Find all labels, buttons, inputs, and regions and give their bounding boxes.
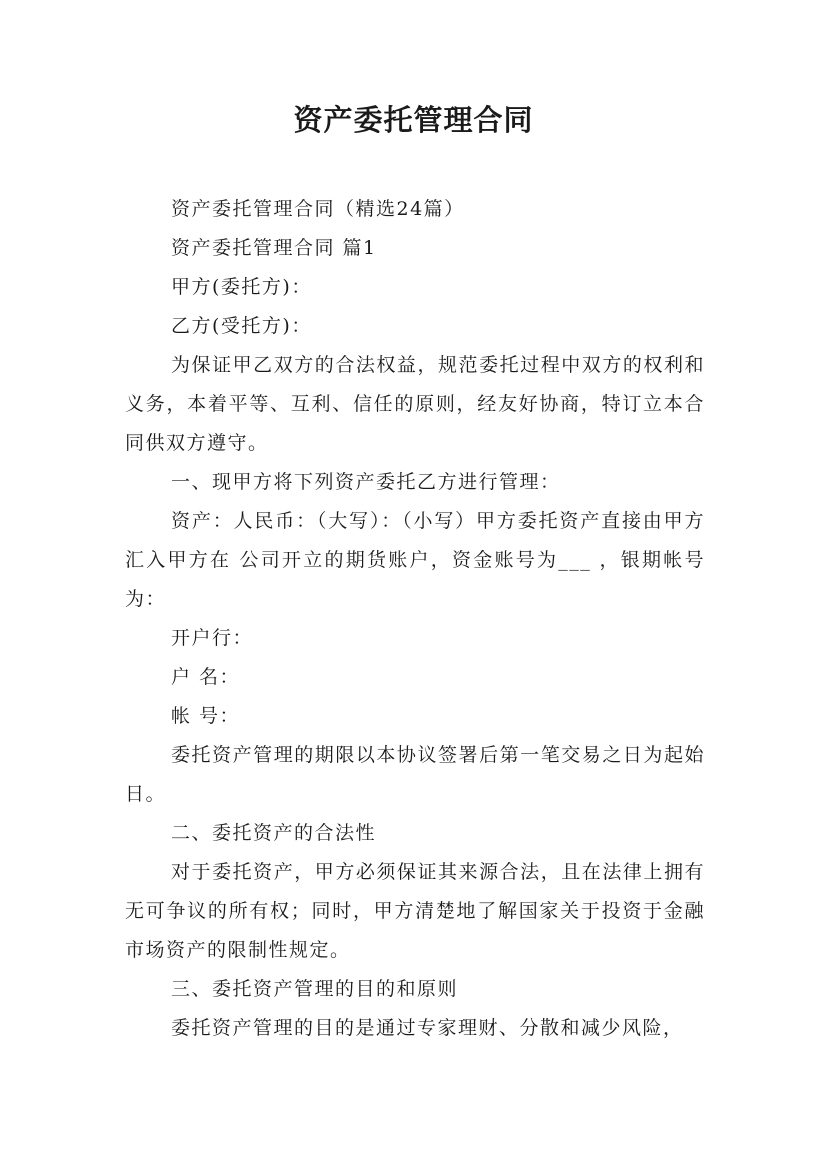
paragraph-clause-3-heading: 三、委托资产管理的目的和原则 — [171, 978, 459, 1000]
paragraph-preamble: 为保证甲乙双方的合法权益，规范委托过程中双方的权利和义务，本着平等、互利、信任的原则，经友好协商，特订立本合同供双方遵守。 — [125, 354, 705, 454]
document-body — [125, 190, 705, 1048]
paragraph-party-b: 乙方(受托方)： — [171, 315, 312, 337]
document-title: 资产委托管理合同 — [293, 103, 534, 137]
paragraph-section-heading: 资产委托管理合同 篇1 — [171, 237, 377, 259]
paragraph-account-number: 帐 号： — [171, 705, 241, 727]
paragraph-party-a: 甲方(委托方)： — [171, 276, 312, 298]
paragraph-purpose: 委托资产管理的目的是通过专家理财、分散和减少风险， — [171, 1017, 684, 1039]
paragraph-bank: 开户行： — [171, 627, 254, 649]
paragraph-account-name: 户 名： — [171, 666, 241, 688]
paragraph-clause-2-heading: 二、委托资产的合法性 — [171, 822, 377, 844]
paragraph-clause-1-heading: 一、现甲方将下列资产委托乙方进行管理： — [171, 471, 561, 493]
paragraph-term: 委托资产管理的期限以本协议签署后第一笔交易之日为起始日。 — [125, 744, 705, 805]
paragraph-legality: 对于委托资产，甲方必须保证其来源合法，且在法律上拥有无可争议的所有权；同时，甲方清楚地了解国家关于投资于金融市场资产的限制性规定。 — [125, 861, 705, 961]
paragraph-assets: 资产：人民币：（大写）：（小写）甲方委托资产直接由甲方汇入甲方在 公司开立的期货账户，资金账号为___ ，银期帐号为： — [125, 510, 705, 610]
paragraph-subtitle: 资产委托管理合同（精选24篇） — [171, 198, 465, 220]
